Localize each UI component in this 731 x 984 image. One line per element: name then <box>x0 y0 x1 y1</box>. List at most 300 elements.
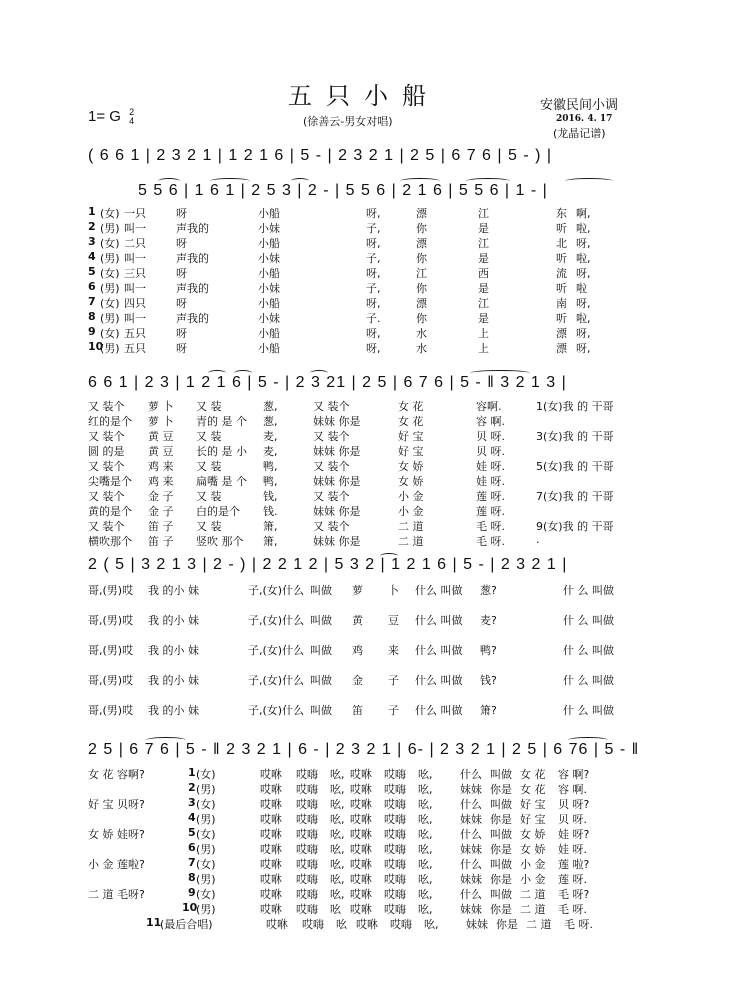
lyric-word: 吆, <box>418 798 433 811</box>
lyric-word: 漂 <box>416 207 427 220</box>
lyric-word: 西 <box>478 267 489 280</box>
lyric-word: 女 花 <box>398 415 424 428</box>
song-title: 五只小船 <box>288 82 440 110</box>
lyric-word: 金 <box>352 674 363 687</box>
lyric-word: 鸭, <box>263 475 278 488</box>
lyric-word: 你 <box>416 282 427 295</box>
lyric-word: 子, <box>366 222 381 235</box>
lyric-word: 哎嗨 <box>384 888 406 901</box>
lyric-word: 什么 叫做 <box>415 704 463 717</box>
slur-mark <box>208 370 226 376</box>
notation-line-2: 6 6 1 | 2 3 | 1 2 1 6 | 5 - | 2 3 21 | 2 5 | 6 7 6 | 5 - ‖ 3 2 1 3 | <box>88 374 567 391</box>
lyric-word: 妹妹 <box>460 813 482 826</box>
singer-role: (女) <box>100 327 120 340</box>
lyric-word: 呀, <box>366 237 381 250</box>
lyric-word: 又 装个 <box>313 400 350 413</box>
lyric-word: 叫做 <box>310 674 332 687</box>
lyric-word: 哎咻 <box>260 888 282 901</box>
question-lyric: 二 道 毛呀? <box>88 888 145 901</box>
lyric-word: 啦 <box>576 282 587 295</box>
lyric-word: 叫一 <box>124 252 146 265</box>
lyric-word: 什 么 叫做 <box>563 674 614 687</box>
lyric-word: 娃 呀. <box>476 475 505 488</box>
lyric-word: 钱? <box>480 674 497 687</box>
lyric-word: 毛 呀. <box>476 535 505 548</box>
lyric-word: 子,(女)什么 <box>248 614 305 627</box>
lyric-word: 吆, <box>330 783 345 796</box>
lyric-word: 你是 <box>490 783 512 796</box>
singer-role: (最后合唱) <box>160 918 213 931</box>
lyric-word: 我 的小 妹 <box>148 674 199 687</box>
lyric-word: 吆, <box>330 768 345 781</box>
lyric-word: 呀 <box>176 207 187 220</box>
verse-number: 6 <box>88 280 96 293</box>
lyric-word: 娃 呀. <box>558 843 587 856</box>
lyric-word: 葱? <box>480 584 497 597</box>
lyric-word: 哎嗨 <box>296 873 318 886</box>
lyric-word: 哎咻 <box>350 873 372 886</box>
verse-number: 6 <box>188 841 196 854</box>
lyric-word: 啦, <box>576 252 591 265</box>
singer-role: (女) <box>100 297 120 310</box>
lyric-word: 什 么 叫做 <box>563 704 614 717</box>
lyric-word: 哎咻 <box>260 783 282 796</box>
question-lyric: 女 花 容啊? <box>88 768 145 781</box>
verse-number: 7 <box>88 295 96 308</box>
lyric-word: 叫一 <box>124 282 146 295</box>
lyric-word: 毛 呀. <box>564 918 593 931</box>
lyric-word: 呀, <box>576 342 591 355</box>
lyric-word: 江 <box>478 207 489 220</box>
lyric-word: 水 <box>416 327 427 340</box>
lyric-word: 豆 <box>388 614 399 627</box>
lyric-word: 娃 呀. <box>476 460 505 473</box>
lyric-word: 哎嗨 <box>384 768 406 781</box>
lyric-word: 卜 <box>388 584 399 597</box>
lyric-word: 四只 <box>124 297 146 310</box>
lyric-word: 南 <box>556 297 567 310</box>
lyric-word: 又 装个 <box>313 520 350 533</box>
lyric-word: 贝 呀. <box>558 813 587 826</box>
slur-mark <box>234 370 252 376</box>
lyric-word: 听 <box>556 312 567 325</box>
lyric-word: 上 <box>478 327 489 340</box>
lyric-word: 什么 叫做 <box>415 614 463 627</box>
lyric-word: 啦, <box>576 312 591 325</box>
lyric-word: 哎咻 <box>260 843 282 856</box>
lyric-word: 哎嗨 <box>296 828 318 841</box>
lyric-word: 哎咻 <box>350 858 372 871</box>
lyric-word: 吆, <box>330 888 345 901</box>
verse-number: 8 <box>88 310 96 323</box>
singer-role: (女) <box>196 768 216 781</box>
lyric-word: 小 金 <box>398 490 424 503</box>
lyric-word: 箫? <box>480 704 497 717</box>
lyric-word: 声我的 <box>176 252 209 265</box>
lyric-word: 叫做 <box>310 644 332 657</box>
verse-number: 7 <box>188 856 196 869</box>
lyric-word: 哎嗨 <box>296 783 318 796</box>
verse-number: 10 <box>88 340 104 353</box>
lyric-word: 青的 是 个 <box>196 415 247 428</box>
lyric-word: 声我的 <box>176 282 209 295</box>
lyric-word: 容 啊? <box>558 768 590 781</box>
singer-role: (女) <box>196 828 216 841</box>
lyric-word: 哎嗨 <box>384 828 406 841</box>
lyric-word: 哎咻 <box>260 768 282 781</box>
lyric-word: 又 装个 <box>313 430 350 443</box>
lyric-word: 哎咻 <box>350 798 372 811</box>
lyric-word: 圆 的是 <box>88 445 125 458</box>
lyric-word: 你是 <box>490 813 512 826</box>
verse-number: 1 <box>88 205 96 218</box>
lyric-word: 哥,(男)哎 <box>88 704 134 717</box>
lyric-word: 三只 <box>124 267 146 280</box>
lyric-word: 你是 <box>496 918 518 931</box>
lyric-word: 女 娇 <box>520 828 546 841</box>
lyric-word: 鸡 来 <box>148 460 174 473</box>
lyric-word: 漂 <box>416 297 427 310</box>
lyric-word: 麦, <box>263 445 278 458</box>
lyric-word: 黄 豆 <box>148 445 174 458</box>
lyric-word: 又 装个 <box>313 460 350 473</box>
lyric-word: 7(女)我 的 干哥 <box>536 490 614 503</box>
lyric-word: 你 <box>416 252 427 265</box>
lyric-word: 听 <box>556 222 567 235</box>
lyric-word: 黄 <box>352 614 363 627</box>
slur-mark <box>146 737 186 743</box>
lyric-word: 妹妹 你是 <box>313 415 361 428</box>
lyric-word: 哎嗨 <box>296 813 318 826</box>
lyric-word: 吆, <box>418 813 433 826</box>
lyric-word: 哎咻 <box>260 813 282 826</box>
lyric-word: 女 花 <box>520 783 546 796</box>
lyric-word: 又 装 <box>196 520 222 533</box>
lyric-word: 水 <box>416 342 427 355</box>
lyric-word: 哎咻 <box>260 873 282 886</box>
singer-role: (男) <box>196 903 216 916</box>
lyric-word: 叫做 <box>490 888 512 901</box>
lyric-word: 毛 呀? <box>558 888 590 901</box>
lyric-word: 鸡 来 <box>148 475 174 488</box>
lyric-word: 莲 呀. <box>476 505 505 518</box>
lyric-word: 又 装个 <box>88 430 125 443</box>
subtitle: (徐善云-男女对唱) <box>303 115 393 128</box>
lyric-word: 吆, <box>330 858 345 871</box>
lyric-word: 葱, <box>263 415 278 428</box>
lyric-word: 二 道 <box>398 535 424 548</box>
lyric-word: 吆, <box>330 843 345 856</box>
lyric-word: 箫, <box>263 535 278 548</box>
lyric-word: 什么 <box>460 828 482 841</box>
lyric-word: 来 <box>388 644 399 657</box>
lyric-word: 是 <box>478 252 489 265</box>
lyric-word: 莲 呀. <box>476 490 505 503</box>
lyric-word: 妹妹 你是 <box>313 505 361 518</box>
lyric-word: 五只 <box>124 327 146 340</box>
verse-number: 8 <box>188 871 196 884</box>
slur-mark <box>568 737 608 743</box>
lyric-word: 妹妹 <box>460 783 482 796</box>
lyric-word: 呀, <box>366 342 381 355</box>
lyric-word: 娃 呀? <box>558 828 590 841</box>
lyric-word: 什么 <box>460 798 482 811</box>
lyric-word: 你 <box>416 222 427 235</box>
lyric-word: 小 金 <box>520 873 546 886</box>
lyric-word: 二 道 <box>398 520 424 533</box>
lyric-word: 女 花 <box>520 768 546 781</box>
lyric-word: 吆, <box>418 843 433 856</box>
lyric-word: 妹妹 <box>466 918 488 931</box>
lyric-word: 小船 <box>258 342 280 355</box>
lyric-word: 金 子 <box>148 505 174 518</box>
singer-role: (女) <box>196 858 216 871</box>
lyric-word: 哎咻 <box>266 918 288 931</box>
lyric-word: 容 啊. <box>558 783 587 796</box>
lyric-word: 小船 <box>258 207 280 220</box>
lyric-word: 呀, <box>576 237 591 250</box>
lyric-word: 小船 <box>258 327 280 340</box>
lyric-word: 叫一 <box>124 312 146 325</box>
verse-number: 9 <box>188 886 196 899</box>
lyric-word: 5(女)我 的 干哥 <box>536 460 614 473</box>
verse-number: 5 <box>188 826 196 839</box>
lyric-word: 哎嗨 <box>384 903 406 916</box>
lyric-word: 叫做 <box>310 614 332 627</box>
lyric-word: 叫做 <box>490 768 512 781</box>
lyric-word: 小 金 <box>520 858 546 871</box>
lyric-word: 哎嗨 <box>296 858 318 871</box>
transcription-date: 2016. 4. 17 <box>556 114 613 124</box>
lyric-word: 你是 <box>490 843 512 856</box>
singer-role: (男) <box>196 873 216 886</box>
lyric-word: 我 的小 妹 <box>148 644 199 657</box>
lyric-word: 毛 呀. <box>476 520 505 533</box>
lyric-word: 声我的 <box>176 222 209 235</box>
lyric-word: . <box>536 533 540 546</box>
lyric-word: 哎咻 <box>350 828 372 841</box>
lyric-word: 妹妹 <box>460 873 482 886</box>
singer-role: (男) <box>100 312 120 325</box>
lyric-word: 莲 啦? <box>558 858 590 871</box>
lyric-word: 哎咻 <box>260 828 282 841</box>
lyric-word: 漂 <box>416 237 427 250</box>
lyric-word: 又 装个 <box>88 520 125 533</box>
singer-role: (男) <box>196 813 216 826</box>
lyric-word: 哎嗨 <box>384 783 406 796</box>
lyric-word: 贝 呀. <box>476 445 505 458</box>
slur-mark <box>291 178 309 184</box>
lyric-word: 一只 <box>124 207 146 220</box>
slur-mark <box>380 553 398 559</box>
lyric-word: 又 装 <box>196 430 222 443</box>
slur-mark <box>158 178 180 184</box>
lyric-word: 好 宝 <box>520 798 546 811</box>
lyric-word: 哎嗨 <box>384 873 406 886</box>
lyric-word: 哎咻 <box>350 843 372 856</box>
lyric-word: 子 <box>388 704 399 717</box>
lyric-word: 毛 呀. <box>558 903 587 916</box>
lyric-word: 哎咻 <box>350 903 372 916</box>
verse-number: 3 <box>188 796 196 809</box>
lyric-word: 子,(女)什么 <box>248 644 305 657</box>
lyric-word: 呀, <box>366 267 381 280</box>
lyric-word: 哎嗨 <box>296 843 318 856</box>
lyric-word: 哎咻 <box>260 798 282 811</box>
verse-number: 3 <box>88 235 96 248</box>
verse-number: 5 <box>88 265 96 278</box>
lyric-word: 吆, <box>330 813 345 826</box>
lyric-word: 听 <box>556 282 567 295</box>
lyric-word: 9(女)我 的 干哥 <box>536 520 614 533</box>
verse-number: 1 <box>188 766 196 779</box>
lyric-word: 什么 叫做 <box>415 644 463 657</box>
lyric-word: 笛 子 <box>148 520 174 533</box>
lyric-word: 扁嘴 是 个 <box>196 475 247 488</box>
lyric-word: 3(女)我 的 干哥 <box>536 430 614 443</box>
lyric-word: 又 装个 <box>88 460 125 473</box>
lyric-word: 长的 是 小 <box>196 445 247 458</box>
lyric-word: 萝 卜 <box>148 400 174 413</box>
lyric-word: 吆, <box>418 858 433 871</box>
lyric-word: 小妹 <box>258 282 280 295</box>
singer-role: (男) <box>100 342 120 355</box>
lyric-word: 莲 呀. <box>558 873 587 886</box>
lyric-word: 哎嗨 <box>296 798 318 811</box>
key-signature <box>88 108 134 126</box>
transcriber: (龙晶记谱) <box>553 127 606 140</box>
lyric-word: 吆, <box>418 768 433 781</box>
lyric-word: 漂 <box>556 342 567 355</box>
lyric-word: 女 娇 <box>398 460 424 473</box>
lyric-word: 贝 呀? <box>558 798 590 811</box>
lyric-word: 哎咻 <box>350 783 372 796</box>
lyric-word: 哎嗨 <box>296 903 318 916</box>
lyric-word: 好 宝 <box>398 430 424 443</box>
lyric-word: 哎嗨 <box>296 888 318 901</box>
lyric-word: 竖吹 那个 <box>196 535 244 548</box>
lyric-word: 哥,(男)哎 <box>88 674 134 687</box>
lyric-word: 容啊. <box>476 400 502 413</box>
slur-mark <box>310 370 328 376</box>
lyric-word: 笛 子 <box>148 535 174 548</box>
lyric-word: 二 道 <box>526 918 552 931</box>
lyric-word: 呀 <box>176 267 187 280</box>
lyric-word: 妹妹 <box>460 843 482 856</box>
song-origin: 安徽民间小调 <box>540 98 619 113</box>
lyric-word: 哎咻 <box>350 768 372 781</box>
lyric-word: 哎嗨 <box>296 768 318 781</box>
lyric-word: 我 的小 妹 <box>148 614 199 627</box>
lyric-word: 江 <box>478 237 489 250</box>
lyric-word: 哎咻 <box>356 918 378 931</box>
lyric-word: 又 装个 <box>88 490 125 503</box>
lyric-word: 我 的小 妹 <box>148 704 199 717</box>
lyric-word: 好 宝 <box>520 813 546 826</box>
lyric-word: 哎咻 <box>260 903 282 916</box>
verse-number: 9 <box>88 325 96 338</box>
slur-mark <box>400 178 440 184</box>
slur-mark <box>466 178 510 184</box>
lyric-word: 钱. <box>263 505 278 518</box>
lyric-word: 你是 <box>490 873 512 886</box>
lyric-word: 子,(女)什么 <box>248 704 305 717</box>
lyric-word: 子,(女)什么 <box>248 584 305 597</box>
lyric-word: 子, <box>366 282 381 295</box>
notation-verse-line: 5 5 6 | 1 6 1 | 2 5 3 | 2 - | 5 5 6 | 2 1 6 | 5 5 6 | 1 - | <box>138 182 548 199</box>
lyric-word: 哎咻 <box>350 888 372 901</box>
lyric-word: 是 <box>478 312 489 325</box>
lyric-word: 哎嗨 <box>302 918 324 931</box>
lyric-word: 听 <box>556 252 567 265</box>
lyric-word: 小船 <box>258 297 280 310</box>
lyric-word: 葱, <box>263 400 278 413</box>
lyric-word: 哥,(男)哎 <box>88 644 134 657</box>
lyric-word: 是 <box>478 282 489 295</box>
lyric-word: 好 宝 <box>398 445 424 458</box>
lyric-word: 什么 <box>460 888 482 901</box>
lyric-word: 呀 <box>176 342 187 355</box>
lyric-word: 哎咻 <box>260 858 282 871</box>
lyric-word: 尖嘴是个 <box>88 475 132 488</box>
lyric-word: 什么 叫做 <box>415 584 463 597</box>
slur-mark <box>470 370 530 376</box>
verse-number: 4 <box>88 250 96 263</box>
lyric-word: 吆, <box>418 888 433 901</box>
lyric-word: 上 <box>478 342 489 355</box>
lyric-word: 又 装个 <box>88 400 125 413</box>
verse-number: 11 <box>146 916 162 929</box>
verse-number: 2 <box>188 781 196 794</box>
lyric-word: 哎嗨 <box>390 918 412 931</box>
lyric-word: 黄的是个 <box>88 505 132 518</box>
lyric-word: 小妹 <box>258 252 280 265</box>
lyric-word: 小船 <box>258 267 280 280</box>
lyric-word: 叫做 <box>490 798 512 811</box>
question-lyric: 女 娇 娃呀? <box>88 828 145 841</box>
lyric-word: 我 的小 妹 <box>148 584 199 597</box>
lyric-word: 小 金 <box>398 505 424 518</box>
singer-role: (女) <box>100 237 120 250</box>
lyric-word: 黄 豆 <box>148 430 174 443</box>
lyric-word: 什 么 叫做 <box>563 584 614 597</box>
key-label: 1= G <box>88 108 121 125</box>
lyric-word: 子. <box>366 312 381 325</box>
lyric-word: 麦, <box>263 430 278 443</box>
lyric-word: 呀, <box>576 267 591 280</box>
lyric-word: 呀, <box>366 207 381 220</box>
lyric-word: 吆, <box>418 903 433 916</box>
lyric-word: 叫做 <box>490 858 512 871</box>
lyric-word: 呀, <box>366 297 381 310</box>
lyric-word: 鸭, <box>263 460 278 473</box>
lyric-word: 箫, <box>263 520 278 533</box>
lyric-word: 叫做 <box>310 704 332 717</box>
lyric-word: 吆 <box>336 918 347 931</box>
lyric-word: 二 道 <box>520 903 546 916</box>
lyric-word: 笛 <box>352 704 363 717</box>
lyric-word: 二只 <box>124 237 146 250</box>
lyric-word: 白的是个 <box>196 505 240 518</box>
lyric-word: 妹妹 <box>460 903 482 916</box>
lyric-word: 鸡 <box>352 644 363 657</box>
lyric-word: 什么 <box>460 858 482 871</box>
singer-role: (男) <box>100 222 120 235</box>
notation-line-4: 2 5 | 6 7 6 | 5 - ‖ 2 3 2 1 | 6 - | 2 3 2 1 | 6- | 2 3 2 1 | 2 5 | 6 76 | 5 - ‖ <box>88 741 640 758</box>
slur-mark <box>565 178 613 184</box>
notation-intro-line: ( 6 6 1 | 2 3 2 1 | 1 2 1 6 | 5 - | 2 3 2 1 | 2 5 | 6 7 6 | 5 - ) | <box>88 147 553 164</box>
notation-line-3: 2 ( 5 | 3 2 1 3 | 2 - ) | 2 2 1 2 | 5 3 2 | 1 2 1 6 | 5 - | 2 3 2 1 | <box>88 556 568 573</box>
